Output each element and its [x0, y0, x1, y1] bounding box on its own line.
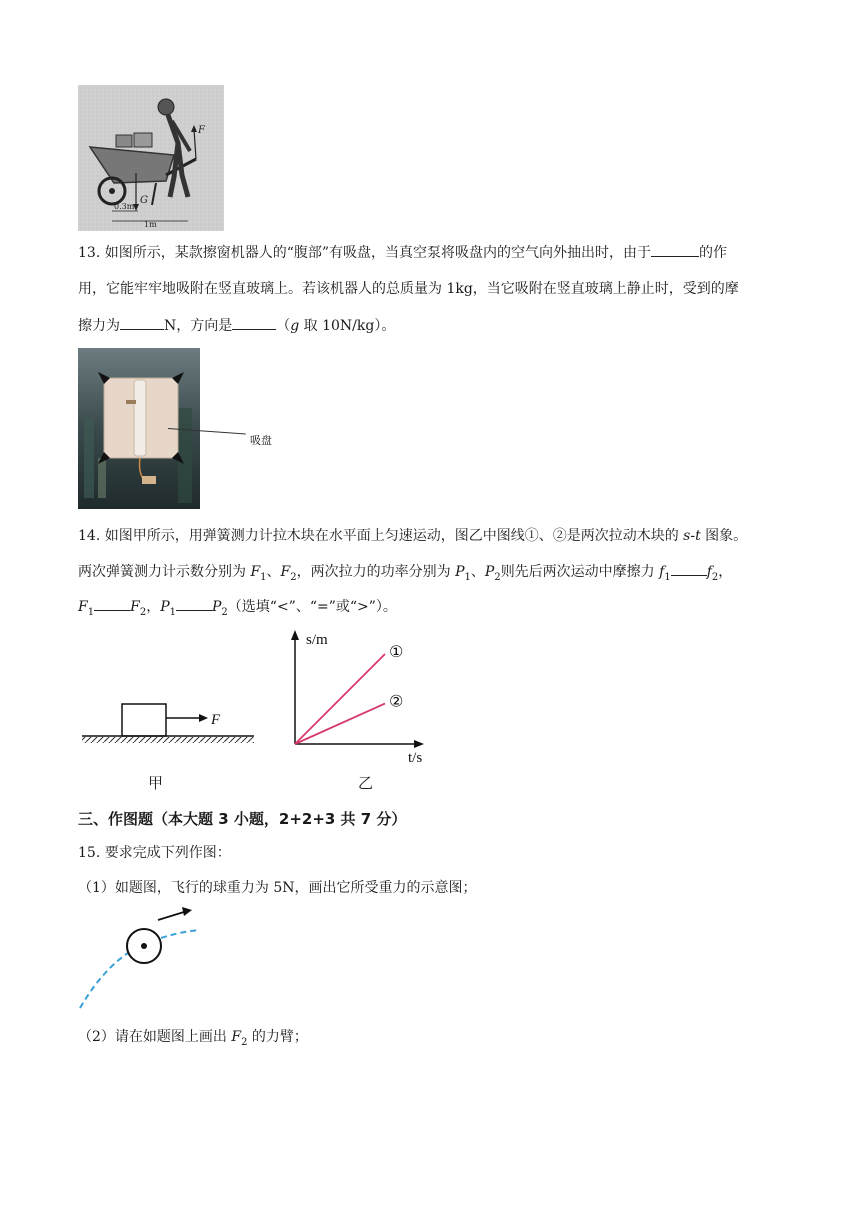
q15-sub1: （1）如题图，飞行的球重力为 5N，画出它所受重力的示意图；: [78, 880, 477, 896]
q14-line-1: [78, 526, 747, 546]
series-line-2: [295, 704, 385, 745]
wheelbarrow-figure: [78, 85, 224, 231]
velocity-arrowhead: [182, 907, 192, 916]
q13-text-1b: 的作: [699, 245, 728, 261]
q14-text-2c: 则先后两次运动中摩擦力: [500, 564, 660, 580]
series-label-1: ①: [389, 642, 404, 661]
wood-block: [122, 704, 166, 736]
y-axis-arrow: [291, 630, 299, 640]
series-label-2: ②: [389, 691, 404, 711]
symbol-F2b: F: [130, 599, 140, 615]
dimension-1m: 1m: [144, 220, 157, 229]
q14-text-1b: 图象。: [700, 528, 748, 544]
sub-1d: 1: [87, 606, 95, 618]
q14-blank-3[interactable]: [176, 596, 212, 611]
q14-text-2a: 两次弹簧测力计示数分别为: [78, 564, 251, 580]
q13-g-symbol: g: [290, 318, 300, 334]
q15-sub2: [78, 1027, 308, 1053]
symbol-F1: F: [250, 564, 261, 580]
sub-1e: 1: [169, 606, 176, 618]
symbol-F1b: F: [78, 599, 88, 615]
section-3-title: 三、作图题（本大题 3 小题，2+2+3 共 7 分）: [78, 810, 407, 828]
q13-text-3c: （: [276, 318, 291, 334]
x-axis-label: t/s: [408, 750, 423, 766]
symbol-F-sub2: F: [231, 1029, 242, 1045]
symbol-P1: P: [455, 564, 465, 580]
q15-intro: 15. 要求完成下列作图：: [78, 845, 231, 861]
symbol-f2: f: [706, 564, 712, 580]
force-label-F: F: [198, 125, 205, 136]
sep-2: 、: [470, 564, 485, 580]
q15-sub2-tail: 的力臂；: [247, 1029, 308, 1045]
q13-blank-1[interactable]: [651, 242, 699, 257]
st-chart: [276, 628, 436, 768]
comma-2: ，: [146, 599, 161, 615]
q13-line-3: [78, 315, 395, 336]
velocity-arrow: [158, 912, 184, 920]
sep-1: 、: [266, 564, 281, 580]
q14-line-2: [78, 561, 732, 588]
q14-st-symbol: s-t: [683, 528, 701, 544]
sub-1c: 1: [664, 571, 671, 583]
q13-text-2: 用，它能牢牢地吸附在竖直玻璃上。若该机器人的总质量为 1kg，当它吸附在竖直玻璃上静止时，受到的摩: [78, 281, 739, 297]
x-axis-arrow: [414, 740, 424, 748]
wheelbarrow-drawing: [78, 85, 224, 231]
sub-2e: 2: [221, 606, 228, 618]
sub-1a: 1: [260, 571, 267, 583]
q13-line-1: [78, 242, 727, 263]
ground-hatch: [82, 737, 254, 743]
symbol-P1b: P: [160, 599, 170, 615]
sub-2b: 2: [494, 571, 501, 583]
sub-2c: 2: [711, 571, 719, 583]
q14-text-1: 14. 如图甲所示，用弹簧测力计拉木块在水平面上匀速运动，图乙中图线①、②是两次拉动木块的: [78, 528, 684, 544]
flying-ball-figure: [78, 904, 218, 1014]
q13-text-3a: 擦力为: [78, 318, 120, 334]
symbol-P2: P: [484, 564, 495, 580]
y-axis-label: s/m: [306, 632, 328, 648]
comma-1: ，: [718, 564, 733, 580]
q15-sub2-text: （2）请在如题图上画出: [78, 1029, 232, 1045]
sub-1b: 1: [464, 571, 471, 583]
symbol-F2: F: [280, 564, 291, 580]
q13-text-3b: N，方向是: [164, 318, 233, 334]
q14-blank-2[interactable]: [94, 596, 130, 611]
q13-text-3d: 取 10N/kg）。: [299, 318, 396, 334]
force-label-F: F: [211, 712, 221, 728]
q13-line-2: [78, 279, 739, 299]
q14-text-3: （选填“<”、“=”或“>”）。: [227, 599, 397, 615]
figure-jia: [80, 694, 260, 754]
force-label-G: G: [140, 195, 148, 206]
dimension-03m: 0.3m: [114, 202, 135, 211]
q14-text-2b: ，两次拉力的功率分别为: [296, 564, 456, 580]
series-line-1: [295, 654, 385, 744]
symbol-P2b: P: [211, 599, 222, 615]
q13-text-1: 13. 如图所示，某款擦窗机器人的“腹部”有吸盘，当真空泵将吸盘内的空气向外抽出时，由于: [78, 245, 652, 261]
q13-blank-2[interactable]: [120, 315, 164, 330]
ball-center: [141, 943, 147, 949]
symbol-f1: f: [659, 564, 665, 580]
force-arrowhead: [199, 714, 208, 722]
sub-2d: 2: [139, 606, 147, 618]
suction-cup-label: 吸盘: [250, 434, 272, 447]
caption-jia: 甲: [148, 774, 164, 792]
sub-2f: 2: [241, 1036, 248, 1048]
sub-2a: 2: [290, 571, 297, 583]
q14-blank-1[interactable]: [671, 561, 707, 576]
caption-yi: 乙: [358, 774, 374, 792]
q13-blank-3[interactable]: [232, 315, 276, 330]
q14-line-3: [78, 596, 397, 623]
